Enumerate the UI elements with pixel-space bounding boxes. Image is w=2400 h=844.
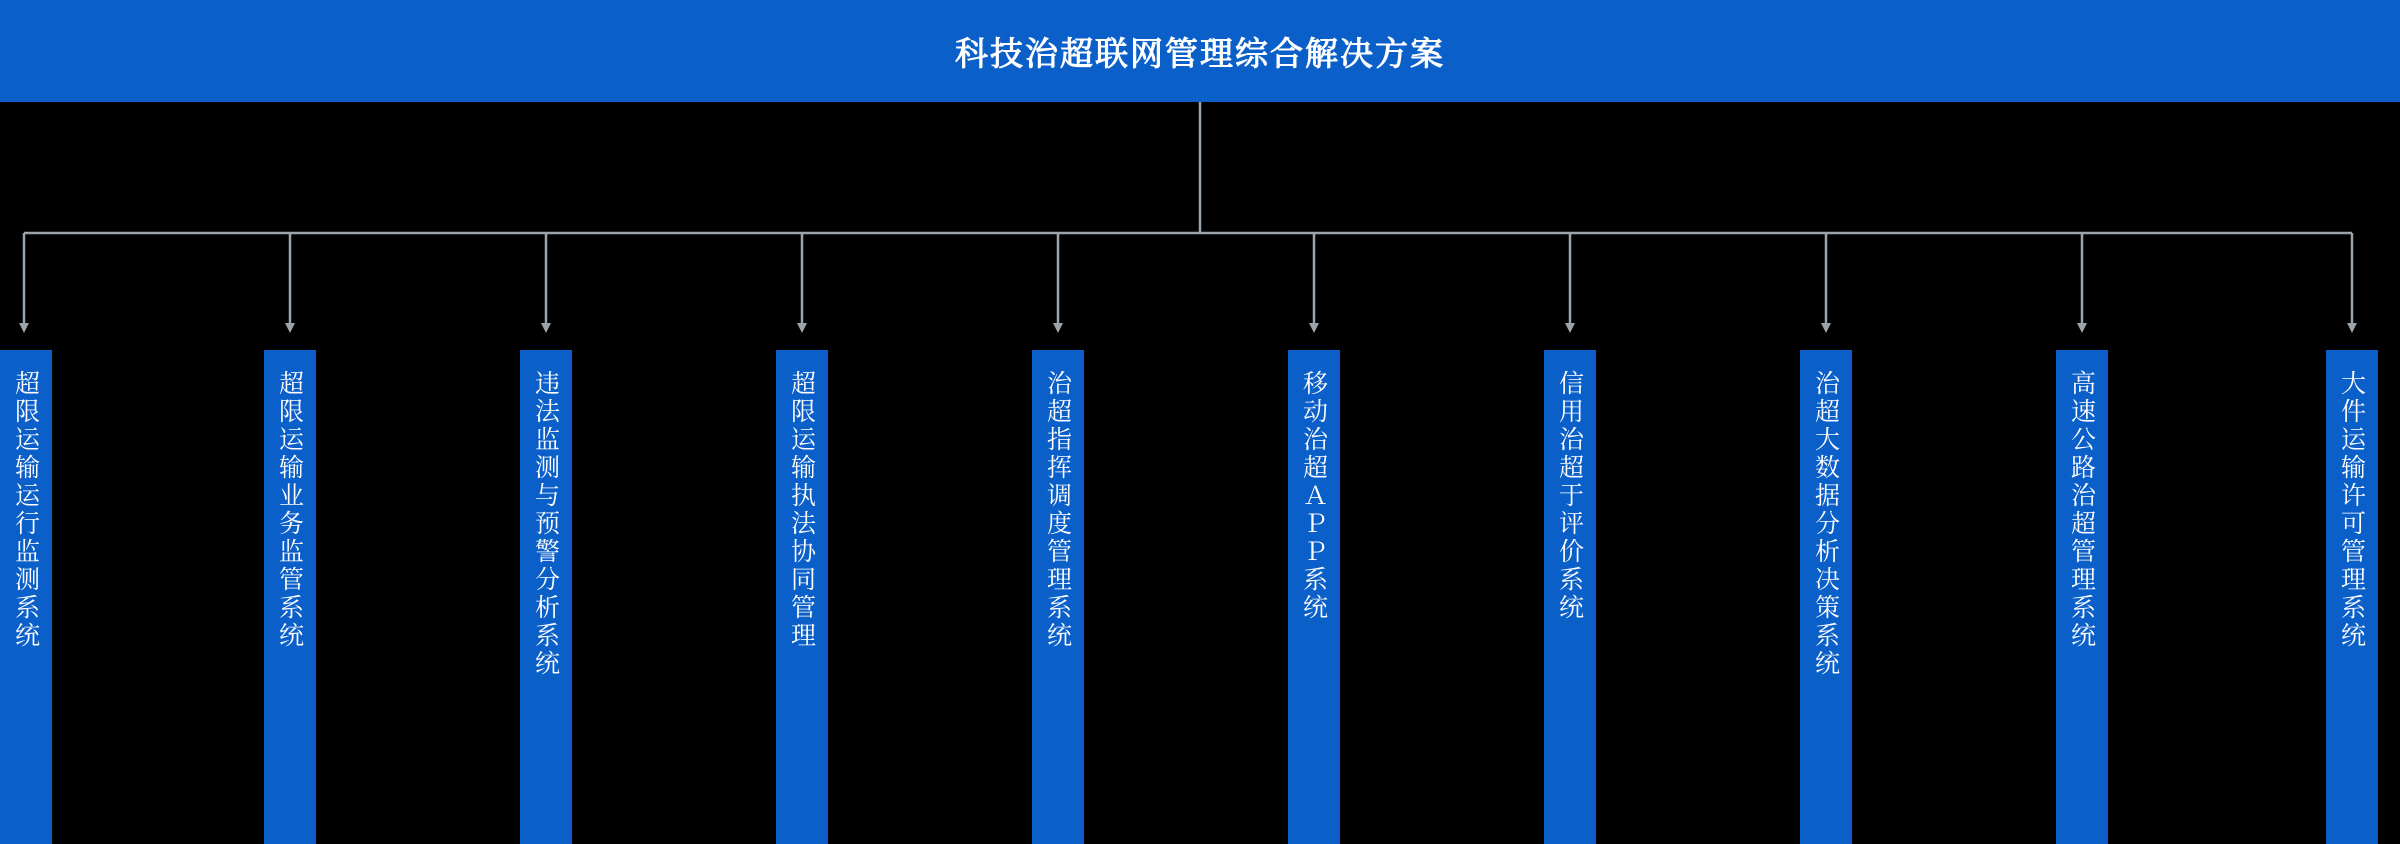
node-label: 高速公路治超管理系统 <box>2067 370 2097 650</box>
node-zhichao-dashuju-fenxi-juece[interactable] <box>1800 350 1852 844</box>
node-label: 超限运输运行监测系统 <box>11 370 41 650</box>
node-zhichao-zhihui-diaodu[interactable] <box>1032 350 1084 844</box>
page-title: 科技治超联网管理综合解决方案 <box>955 33 1445 73</box>
node-label: 超限运输业务监管系统 <box>275 370 305 650</box>
node-label: 信用治超于评价系统 <box>1555 370 1585 622</box>
node-label: 移动治超ＡＰＰ系统 <box>1299 370 1329 622</box>
node-label: 治超指挥调度管理系统 <box>1043 370 1073 650</box>
node-label: 大件运输许可管理系统 <box>2337 370 2367 650</box>
node-xinyong-zhichao-pingjia[interactable] <box>1544 350 1596 844</box>
node-label: 违法监测与预警分析系统 <box>531 370 561 678</box>
node-label: 超限运输执法协同管理 <box>787 370 817 650</box>
node-label: 治超大数据分析决策系统 <box>1811 370 1841 678</box>
node-dajian-yunshu-xuke[interactable] <box>2326 350 2378 844</box>
node-yidong-zhichao-app[interactable] <box>1288 350 1340 844</box>
node-chaoxian-yunshu-yewu-jianguan[interactable] <box>264 350 316 844</box>
node-weifa-jiance-yujing-fenxi[interactable] <box>520 350 572 844</box>
node-chaoxian-yunshu-yunxing-jiance[interactable] <box>0 350 52 844</box>
node-chaoxian-yunshu-zhifa-xietong[interactable] <box>776 350 828 844</box>
node-gaosu-gonglu-zhichao[interactable] <box>2056 350 2108 844</box>
